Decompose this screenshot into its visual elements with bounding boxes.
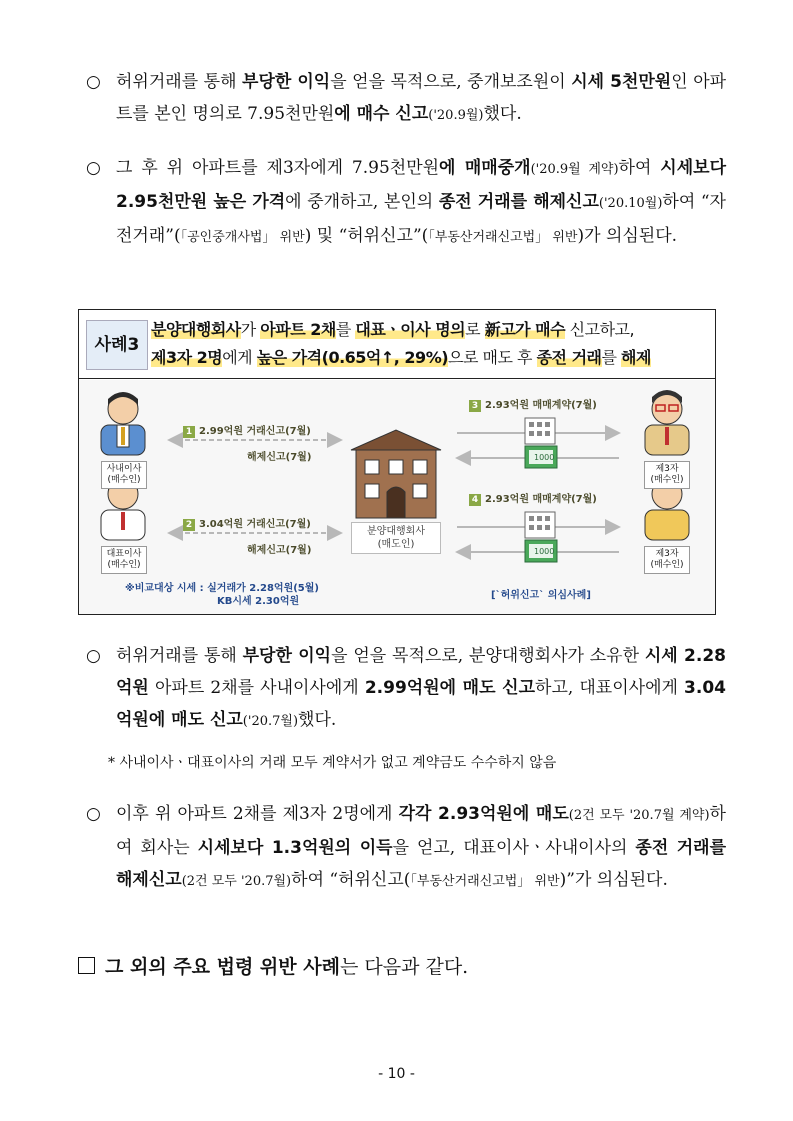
text-segment: 종전 거래 <box>536 348 602 367</box>
text-segment: 3.04억원에 매도 신고 <box>116 678 726 730</box>
bullet: ○ <box>86 158 101 178</box>
text-segment: 종전 거래를 해제신고 <box>116 838 727 890</box>
text-segment: ('20.9월) <box>428 108 484 123</box>
text-segment: ) 및 “허위신고”( <box>304 226 429 246</box>
text-segment: 가 <box>240 320 261 339</box>
person-label-inside-director: 사내이사 (매수인) <box>101 461 147 489</box>
text-segment: 분양대행회사 <box>151 320 241 339</box>
text-segment: 하여 회사는 <box>116 804 726 858</box>
paragraph-text <box>116 152 726 254</box>
text-segment: 시세보다 2.95천만원 높은 가격 <box>116 158 726 212</box>
money-label: 1000 <box>534 547 555 556</box>
text-segment: 하여 <box>618 158 661 178</box>
paragraph-1 <box>86 66 726 132</box>
text-segment: 를 <box>601 348 622 367</box>
checkbox-square-icon <box>78 957 95 974</box>
arrow-label-3: 3 2.93억원 매매계약(7월) <box>469 396 597 412</box>
text-segment: 에게 <box>222 348 257 367</box>
text-segment: 그 후 위 아파트를 제3자에게 7.95천만원 <box>116 158 440 178</box>
text-segment: 를 <box>335 320 356 339</box>
text-segment: 해제 <box>621 348 651 367</box>
paragraph-text <box>116 66 726 132</box>
text-segment: 제3자 2명 <box>151 348 223 367</box>
arrow-label-2: 2 3.04억원 거래신고(7월) <box>183 515 311 531</box>
header-line-1 <box>151 316 651 344</box>
figure-header-text <box>151 316 651 372</box>
text-segment: ('20.9월 계약) <box>530 162 619 177</box>
text-segment: 인 아파트를 본인 명의로 7.95천만원 <box>116 72 727 124</box>
text-segment: 하여 “허위신고( <box>291 870 411 890</box>
text-segment: 하여 “자전거래”( <box>116 192 726 246</box>
building-icon <box>351 430 441 518</box>
paragraph-3 <box>86 640 726 738</box>
text-segment: 시세 5천만원 <box>571 72 672 92</box>
heading-rest: 는 다음과 같다. <box>339 956 469 978</box>
text-segment: )”가 의심된다. <box>559 870 668 890</box>
text-segment: 허위거래를 통해 <box>116 72 243 92</box>
text-segment: (2건 모두 '20.7월 계약) <box>568 808 710 823</box>
text-segment: 부당한 이익 <box>242 646 332 666</box>
company-label: 분양대행회사 (매도인) <box>351 522 441 554</box>
text-segment: 「공인중개사법」 위반 <box>180 230 305 245</box>
text-segment: 높은 가격 <box>256 348 322 367</box>
text-segment: 新고가 매수 <box>484 320 566 339</box>
arrow-label-1: 1 2.99억원 거래신고(7월) <box>183 422 311 438</box>
paragraph-2 <box>86 152 726 254</box>
paragraph-4 <box>86 798 726 898</box>
text-segment: 신고하고, <box>565 320 635 339</box>
text-segment: 을 얻고, 대표이사ㆍ사내이사의 <box>392 838 636 858</box>
figure-footnote-market-price: ※비교대상 시세 : 실거래가 2.28억원(5월) KB시세 2.30억원 <box>125 583 319 607</box>
case-tag: 사례3 <box>86 320 148 370</box>
text-segment: (2건 모두 '20.7월) <box>181 874 292 889</box>
figure-header <box>79 310 715 379</box>
figure-body <box>79 380 715 614</box>
case-figure <box>78 309 716 615</box>
arrow-label-2-cancel: 해제신고(7월) <box>247 545 312 556</box>
text-segment: 아파트 2채 <box>260 320 336 339</box>
text-segment: 종전 거래를 해제신고 <box>438 192 599 212</box>
heading-bold: 그 외의 주요 법령 위반 사례 <box>105 956 340 978</box>
text-segment: 을 얻을 목적으로, 분양대행회사가 소유한 <box>331 646 645 666</box>
arrow-label-4: 4 2.93억원 매매계약(7월) <box>469 490 597 506</box>
building-small-icon <box>525 512 555 538</box>
text-segment: 「부동산거래신고법」 위반 <box>410 874 560 889</box>
money-label: 1000 <box>534 453 555 462</box>
paragraph-text <box>116 640 726 738</box>
person-icon <box>645 390 689 455</box>
building-small-icon <box>525 418 555 444</box>
text-segment: 에 매매중개 <box>439 158 531 178</box>
bullet: ○ <box>86 804 101 824</box>
person-label-ceo: 대표이사 (매수인) <box>101 546 147 574</box>
text-segment: 이후 위 아파트 2채를 제3자 2명에게 <box>116 804 399 824</box>
bullet: ○ <box>86 646 101 666</box>
text-segment: 에 중개하고, 본인의 <box>285 192 439 212</box>
section-heading <box>78 952 468 982</box>
footnote: * 사내이사ㆍ대표이사의 거래 모두 계약서가 없고 계약금도 수수하지 않음 <box>108 755 557 771</box>
text-segment: 에 매수 신고 <box>334 104 429 124</box>
header-line-2 <box>151 344 651 372</box>
paragraph-text <box>116 798 726 898</box>
text-segment: 을 얻을 목적으로, 중개보조원이 <box>330 72 572 92</box>
person-icon <box>101 392 145 455</box>
text-segment: 로 <box>465 320 485 339</box>
person-label-third-party-1: 제3자 (매수인) <box>644 461 690 489</box>
text-segment: 각각 2.93억원에 매도 <box>398 804 569 824</box>
bullet: ○ <box>86 72 101 92</box>
arrow-label-1-cancel: 해제신고(7월) <box>247 452 312 463</box>
text-segment: 부당한 이익 <box>242 72 331 92</box>
text-segment: 으로 매도 후 <box>448 348 537 367</box>
text-segment: 대표ㆍ이사 명의 <box>355 320 466 339</box>
text-segment: )가 의심된다. <box>577 226 678 246</box>
page-number: - 10 - <box>378 1066 415 1082</box>
text-segment: (0.65억↑, 29%) <box>321 348 449 367</box>
text-segment: 하고, 대표이사에게 <box>535 678 685 698</box>
figure-footnote-case: [`허위신고` 의심사례] <box>491 590 591 601</box>
text-segment: 시세 2.28억원 <box>116 646 726 698</box>
figure-illustration <box>79 380 715 614</box>
text-segment: 했다. <box>483 104 522 124</box>
text-segment: 아파트 2채를 사내이사에게 <box>148 678 365 698</box>
text-segment: 2.99억원에 매도 신고 <box>364 678 536 698</box>
text-segment: 했다. <box>298 710 337 730</box>
text-segment: 「부동산거래신고법」 위반 <box>428 230 578 245</box>
person-label-third-party-2: 제3자 (매수인) <box>644 546 690 574</box>
text-segment: 허위거래를 통해 <box>116 646 243 666</box>
text-segment: 시세보다 1.3억원의 이득 <box>197 838 393 858</box>
text-segment: ('20.7월) <box>242 714 299 729</box>
text-segment: ('20.10월) <box>598 196 663 211</box>
